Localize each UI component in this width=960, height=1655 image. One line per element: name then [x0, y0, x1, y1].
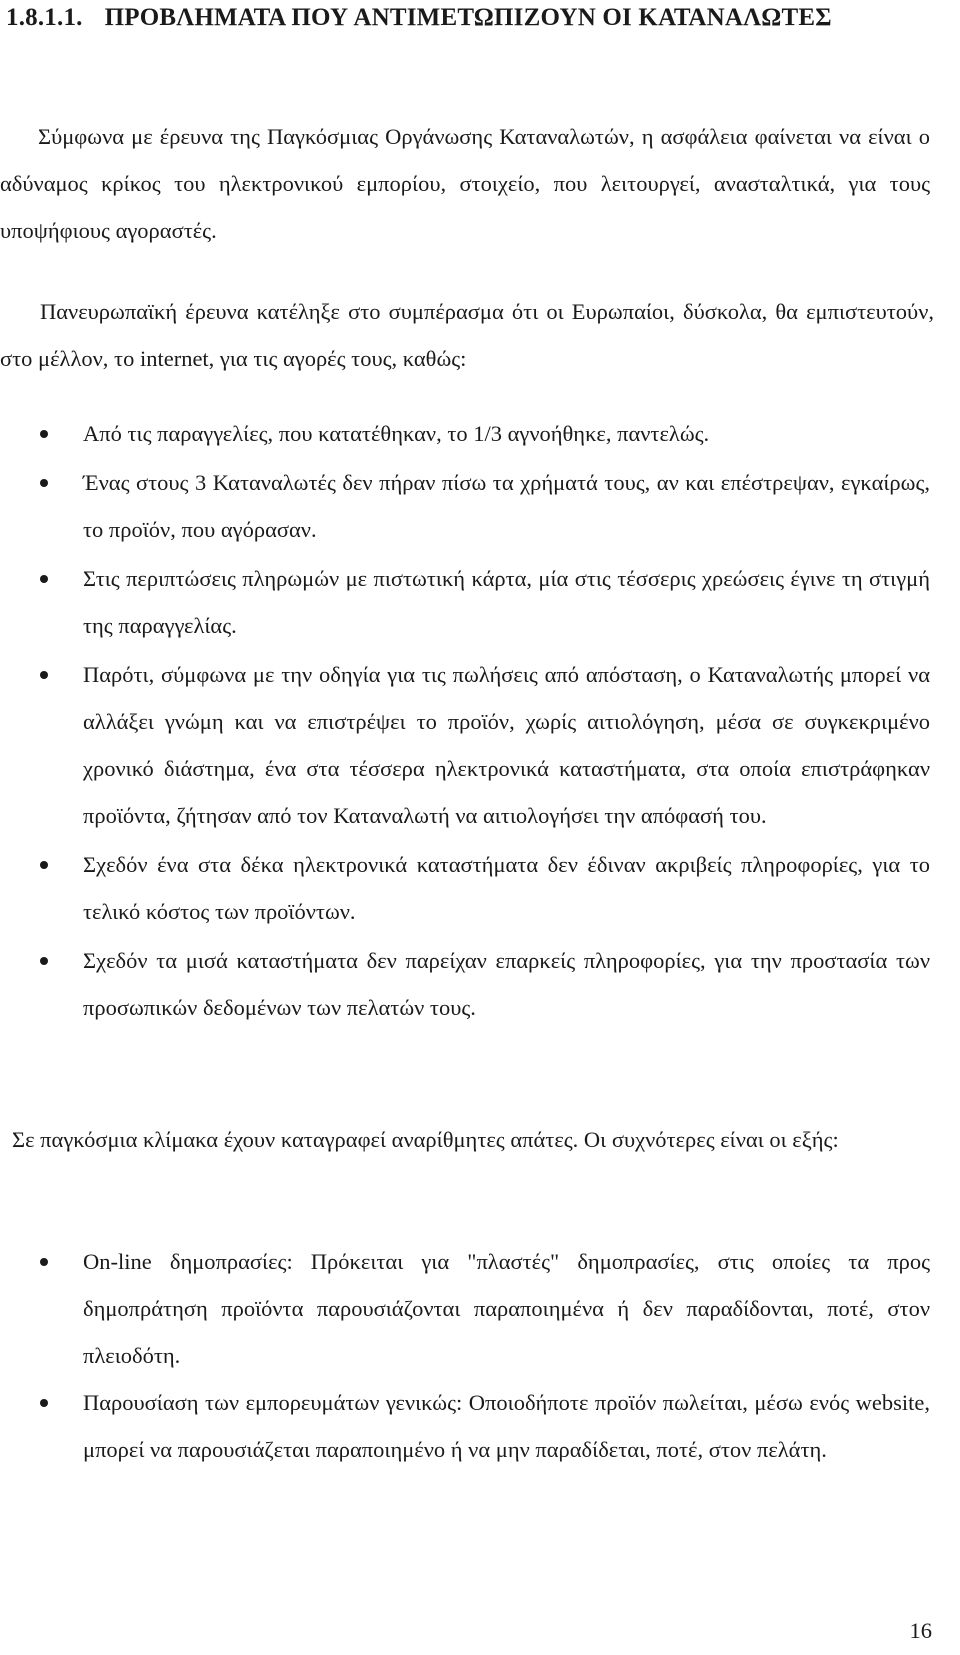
list-item-text: Παρότι, σύμφωνα με την οδηγία για τις πωλήσεις από απόσταση, ο Καταναλωτής μπορεί να αλλάξει γνώμη και να επιστρέψει το προϊόν, χωρίς αιτιολόγηση, μέσα σε συγκεκριμένο χρονικό διάστημα, ένα στα τέσσερα ηλεκτρονικά καταστήματα, στα οποία επιστράφηκαν προϊόντα, ζήτησαν από τον Καταναλωτή να αιτιολογήσει την απόφασή του. — [83, 662, 930, 828]
bullet-icon — [40, 575, 48, 583]
section-title: ΠΡΟΒΛΗΜΑΤΑ ΠΟΥ ΑΝΤΙΜΕΤΩΠΙΖΟΥΝ ΟΙ ΚΑΤΑΝΑΛΩΤΕΣ — [104, 4, 832, 31]
paragraph-survey-intro: Πανευρωπαϊκή έρευνα κατέληξε στο συμπέρασμα ότι οι Ευρωπαίοι, δύσκολα, θα εμπιστευτούν, στο μέλλον, το internet, για τις αγορές τους, καθώς: — [0, 299, 934, 371]
list-item-text: On-line δημοπρασίες: Πρόκειται για "πλαστές" δημοπρασίες, στις οποίες τα προς δημοπράτηση προϊόντα παρουσιάζονται παραποιημένα ή δεν παραδίδονται, ποτέ, στον πλειοδότη. — [83, 1249, 930, 1368]
list-item-text: Από τις παραγγελίες, που κατατέθηκαν, το 1/3 αγνοήθηκε, παντελώς. — [83, 421, 710, 446]
list-item — [0, 841, 930, 935]
list-item — [0, 651, 930, 839]
bullet-icon — [40, 430, 48, 438]
section-number: 1.8.1.1. — [6, 4, 83, 31]
page-number: 16 — [909, 1618, 932, 1643]
fraud-types-list — [0, 1238, 930, 1473]
section-heading — [6, 4, 832, 32]
paragraph-fraud-intro: Σε παγκόσμια κλίμακα έχουν καταγραφεί αναρίθμητες απάτες. Οι συχνότερες είναι οι εξής: — [12, 1127, 839, 1152]
list-item-text: Στις περιπτώσεις πληρωμών με πιστωτική κάρτα, μία στις τέσσερις χρεώσεις έγινε τη στιγμή της παραγγελίας. — [83, 566, 930, 638]
list-item-text: Παρουσίαση των εμπορευμάτων γενικώς: Οποιοδήποτε προϊόν πωλείται, μέσω ενός website, μπορεί να παρουσιάζεται παραποιημένο ή να μην παραδίδεται, ποτέ, στον πελάτη. — [83, 1390, 930, 1462]
bullet-icon — [40, 861, 48, 869]
list-item-text: Σχεδόν ένα στα δέκα ηλεκτρονικά καταστήματα δεν έδιναν ακριβείς πληροφορίες, για το τελικό κόστος των προϊόντων. — [83, 852, 930, 924]
survey-findings-list — [0, 410, 930, 1031]
bullet-icon — [40, 1258, 48, 1266]
list-item-text: Ένας στους 3 Καταναλωτές δεν πήραν πίσω τα χρήματά τους, αν και επέστρεψαν, εγκαίρως, το προϊόν, που αγόρασαν. — [83, 470, 930, 542]
list-item-text: Σχεδόν τα μισά καταστήματα δεν παρείχαν επαρκείς πληροφορίες, για την προστασία των προσωπικών δεδομένων των πελατών τους. — [83, 948, 930, 1020]
list-item — [0, 1238, 930, 1379]
paragraph-security: Σύμφωνα με έρευνα της Παγκόσμιας Οργάνωσης Καταναλωτών, η ασφάλεια φαίνεται να είναι ο αδύναμος κρίκος του ηλεκτρονικού εμπορίου, στοιχείο, που λειτουργεί, ανασταλτικά, για τους υποψήφιους αγοραστές. — [0, 124, 930, 243]
list-item — [0, 555, 930, 649]
bullet-icon — [40, 479, 48, 487]
bullet-icon — [40, 957, 48, 965]
list-item — [0, 410, 930, 457]
list-item — [0, 459, 930, 553]
list-item — [0, 1379, 930, 1473]
list-item — [0, 937, 930, 1031]
bullet-icon — [40, 1399, 48, 1407]
bullet-icon — [40, 671, 48, 679]
